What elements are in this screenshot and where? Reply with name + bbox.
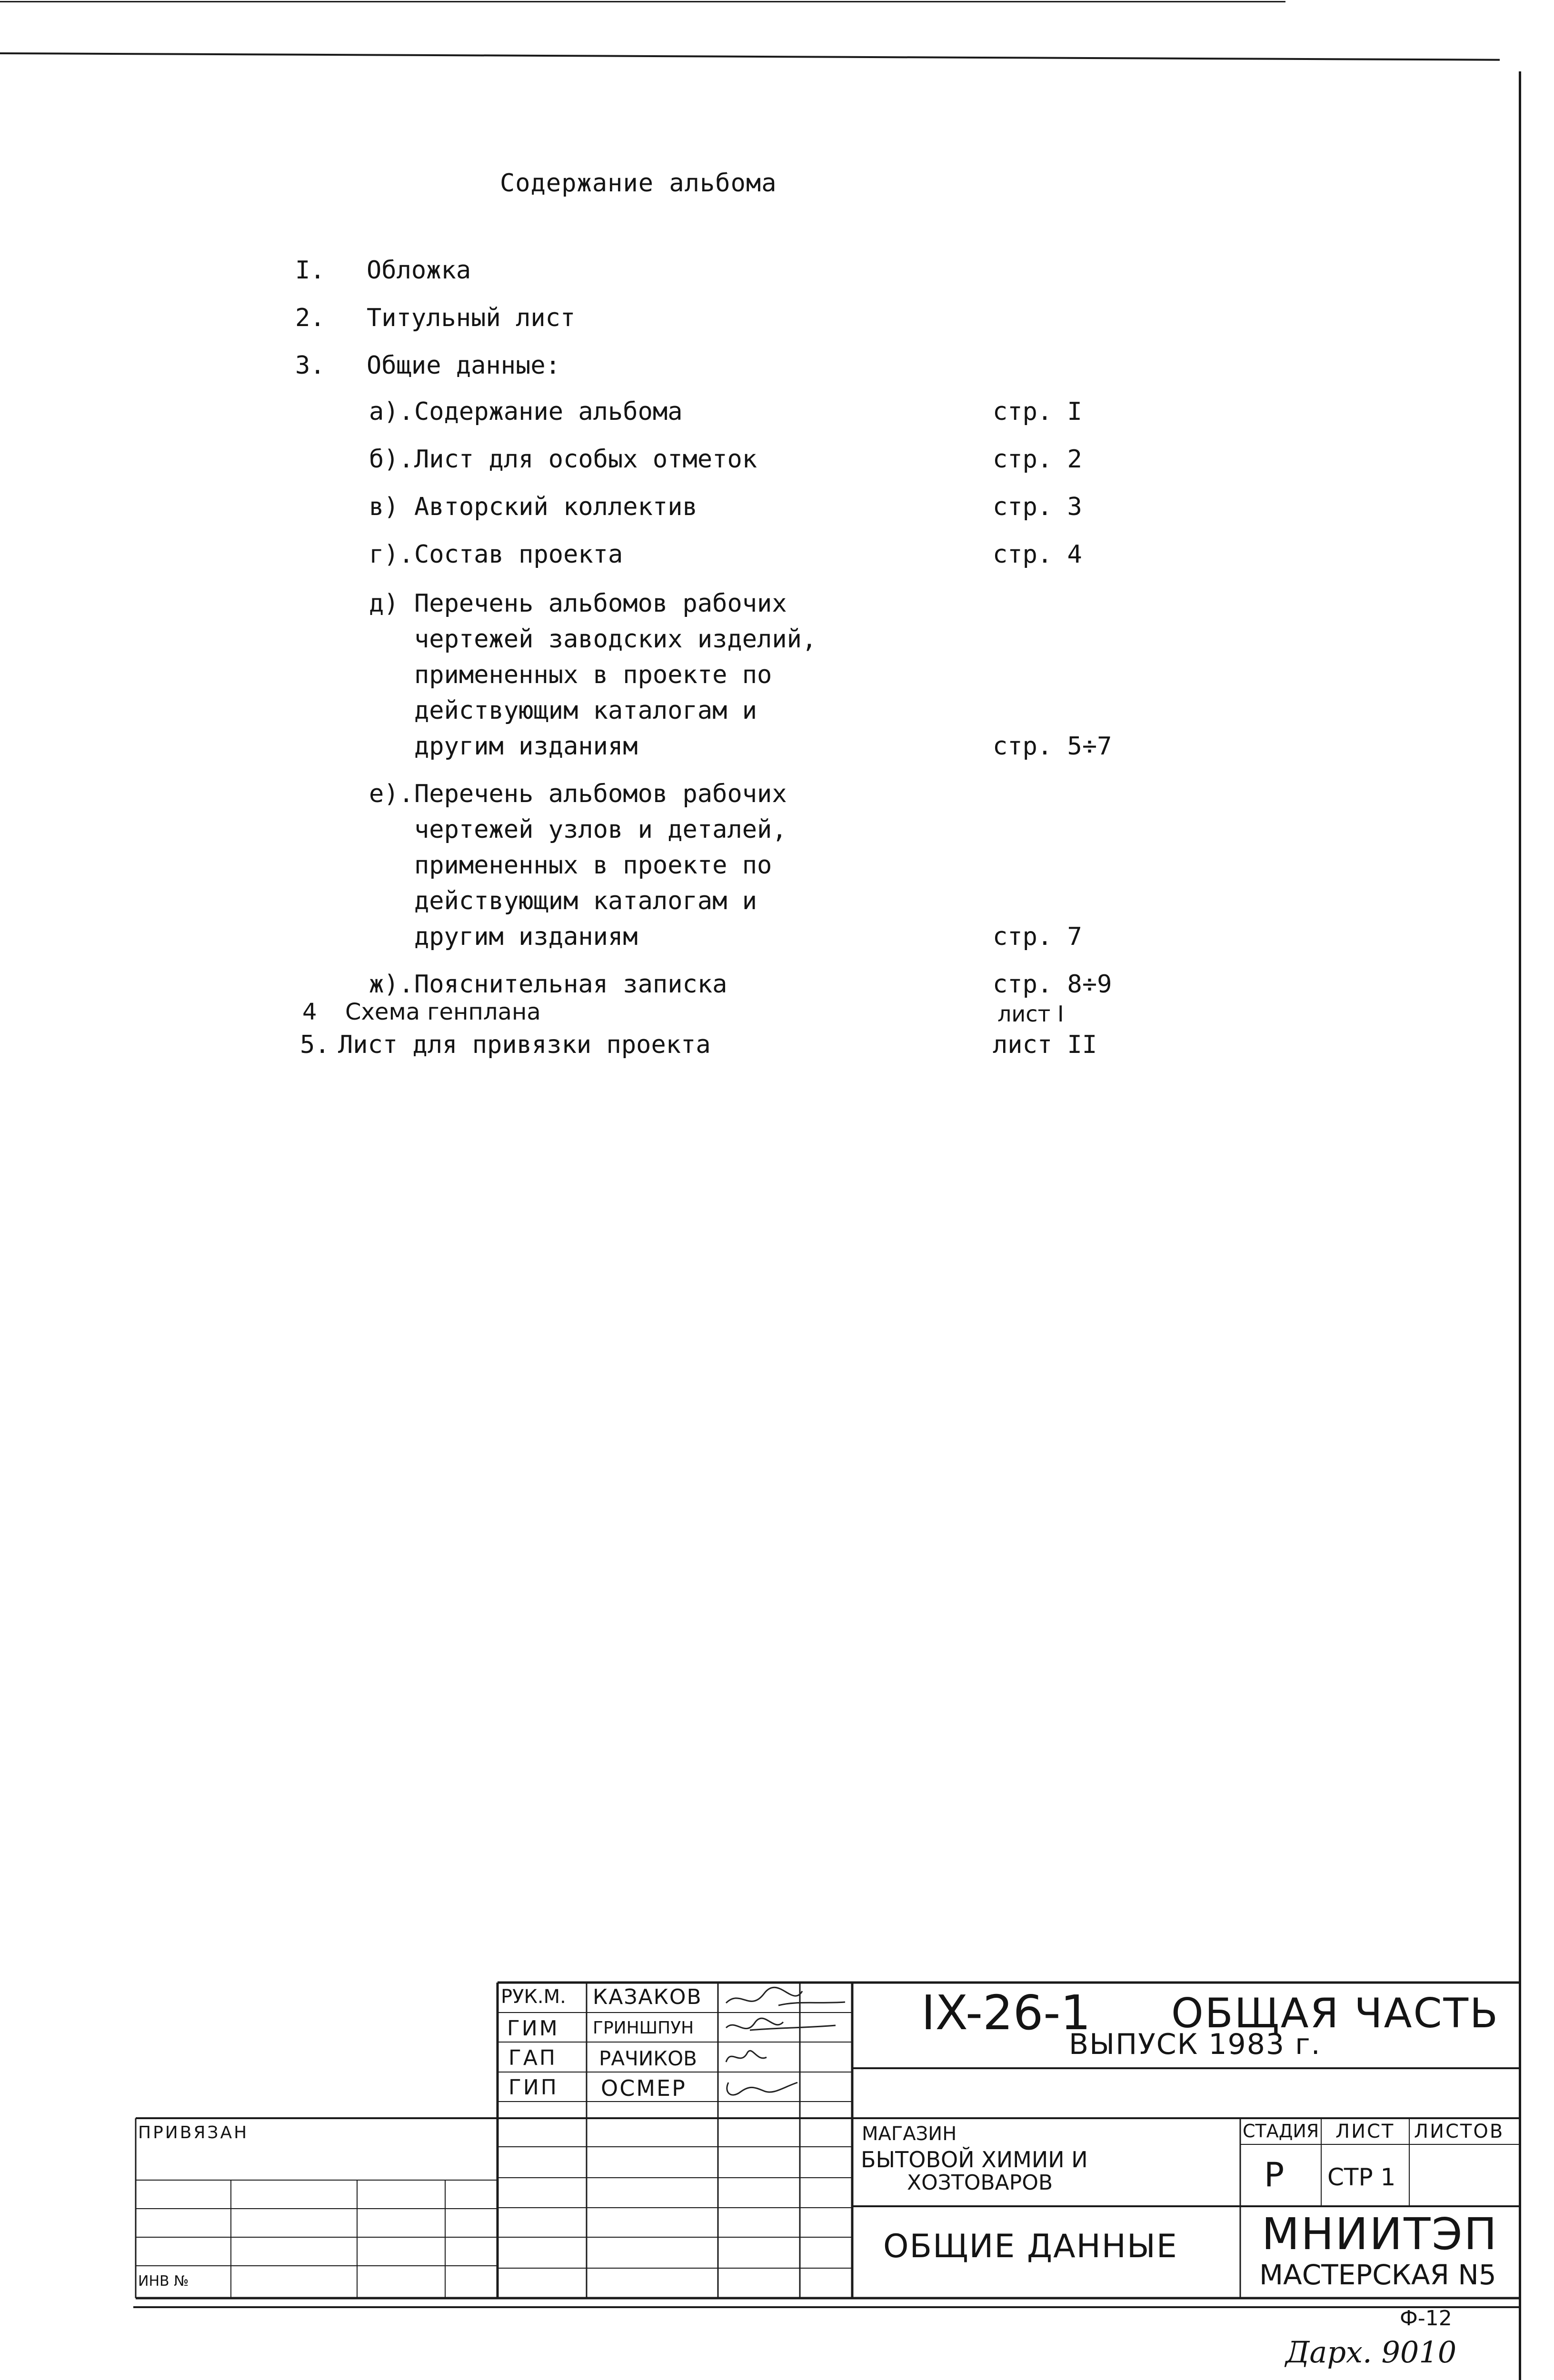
subitem-text: примененных в проекте по: [414, 661, 772, 689]
subitem-page: стр. 7: [993, 922, 1082, 951]
subitem-text: Перечень альбомов рабочих: [414, 780, 787, 808]
stamp-role: РУК.М.: [501, 1986, 566, 2008]
stamp-name: КАЗАКОВ: [593, 1985, 702, 2009]
item-page: лист I: [997, 1001, 1064, 1027]
subitem-text: чертежей заводских изделий,: [414, 625, 817, 654]
item-text: Титульный лист: [367, 304, 576, 332]
subitem-text: примененных в проекте по: [414, 851, 772, 880]
subitem-text: Состав проекта: [414, 540, 623, 569]
subitem-label: б).: [369, 445, 414, 474]
privyazan-label: ПРИВЯЗАН: [138, 2123, 249, 2142]
item-text: Обложка: [367, 256, 471, 285]
sheet-title: ОБЩИЕ ДАННЫЕ: [883, 2228, 1178, 2265]
sheets-header: ЛИСТОВ: [1414, 2121, 1504, 2142]
item-number: 2.: [295, 304, 325, 332]
subitem-text: Перечень альбомов рабочих: [414, 589, 787, 618]
subitem-label: г).: [369, 540, 414, 569]
subitem-page: стр. 2: [993, 445, 1082, 474]
project-code-text: IX-26-1: [921, 1985, 1091, 2041]
stamp-role: ГИМ: [507, 2016, 559, 2041]
item-page: лист II: [993, 1031, 1097, 1059]
organization: МНИИТЭП: [1262, 2209, 1498, 2260]
stamp-role: ГИП: [508, 2075, 558, 2100]
subitem-page: стр. I: [993, 397, 1082, 426]
project-code: [921, 1985, 1091, 2041]
item-text: Общие данные:: [367, 351, 560, 380]
object-line: ХОЗТОВАРОВ: [907, 2171, 1053, 2195]
subitem-text: другим изданиям: [414, 922, 638, 951]
project-part: ОБЩАЯ ЧАСТЬ: [1171, 1990, 1500, 2037]
subitem-page: стр. 3: [993, 493, 1082, 521]
subitem-label: а).: [369, 397, 414, 426]
object-line: БЫТОВОЙ ХИМИИ И: [861, 2147, 1088, 2172]
subitem-label: ж).: [369, 970, 414, 999]
workshop: МАСТЕРСКАЯ N5: [1259, 2259, 1496, 2291]
subitem-label: д): [369, 589, 399, 618]
subitem-text: Содержание альбома: [414, 397, 683, 426]
subitem-text: чертежей узлов и деталей,: [414, 815, 787, 844]
contents-title: Содержание альбома: [500, 169, 777, 198]
subitem-text: другим изданиям: [414, 732, 638, 761]
item-number: 3.: [295, 351, 325, 380]
project-issue: ВЫПУСК 1983 г.: [1069, 2028, 1321, 2061]
signature-kazakov: [721, 1979, 855, 2017]
subitem-text: действующим каталогам и: [414, 696, 757, 725]
signature-osmer: [721, 2073, 807, 2102]
subitem-label: е).: [369, 780, 414, 808]
sheet-header: ЛИСТ: [1335, 2121, 1395, 2142]
archive-number: Дарх. 9010: [1285, 2335, 1457, 2370]
item-number: 5.: [300, 1031, 330, 1059]
stamp-name: ОСМЕР: [601, 2075, 687, 2101]
stamp-name: РАЧИКОВ: [599, 2047, 697, 2070]
stage-value: Р: [1264, 2155, 1285, 2194]
subitem-page: стр. 4: [993, 540, 1082, 569]
format-label: Ф-12: [1400, 2306, 1452, 2330]
object-line: МАГАЗИН: [862, 2123, 957, 2145]
signature-grinshpun: [721, 2013, 845, 2042]
item-number: 4: [302, 999, 317, 1025]
subitem-text: действующим каталогам и: [414, 887, 757, 915]
subitem-text: Пояснительная записка: [414, 970, 727, 999]
subitem-text: Лист для особых отметок: [414, 445, 757, 474]
signature-rachikov: [721, 2043, 778, 2072]
subitem-page: стр. 5÷7: [993, 732, 1112, 761]
item-text: Схема генплана: [345, 999, 541, 1025]
item-number: I.: [295, 256, 325, 285]
inv-label: ИНВ №: [138, 2273, 189, 2290]
item-text: Лист для привязки проекта: [338, 1031, 711, 1059]
stamp-name: ГРИНШПУН: [593, 2018, 694, 2038]
subitem-text: Авторский коллектив: [414, 493, 697, 521]
subitem-label: в): [369, 493, 399, 521]
stamp-role: ГАП: [508, 2046, 558, 2070]
subitem-page: стр. 8÷9: [993, 970, 1112, 999]
sheet-value: СТР 1: [1327, 2163, 1396, 2191]
stage-header: СТАДИЯ: [1243, 2121, 1319, 2142]
